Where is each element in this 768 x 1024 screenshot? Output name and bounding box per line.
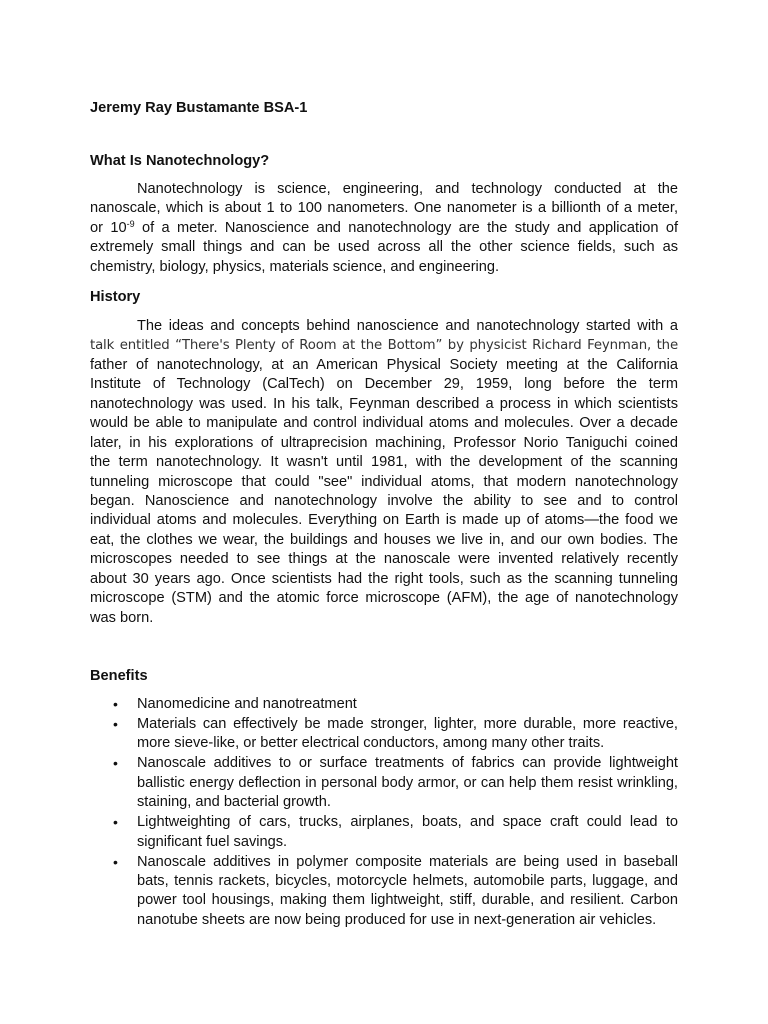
paragraph-line: was born.: [90, 609, 154, 626]
list-item-line: nanotube sheets are now being produced for use in next-generation air vehicles.: [137, 911, 657, 928]
list-item: [90, 813, 678, 852]
list-item-line: bats, tennis rackets, bicycles, motorcycle helmets, automobile parts, luggage, and: [137, 872, 678, 889]
paragraph-line: father of nanotechnology, at an American Physical Society meeting at the California: [90, 356, 678, 373]
list-item-line: power tool housings, making them lightweight, stiff, durable, and resilient. Carbon: [137, 892, 678, 909]
paragraph-line: the term nanotechnology. It wasn't until 1981, with the development of the scanning: [90, 454, 678, 471]
paragraph-line: nanoscale, which is about 1 to 100 nanometers. One nanometer is a billionth of a meter,: [90, 200, 678, 217]
list-item-line: more sieve-like, or better electrical conductors, among many other traits.: [137, 735, 605, 752]
list-item: [90, 853, 678, 931]
paragraph-line: [90, 219, 678, 238]
list-item-line: ballistic energy deflection in personal body armor, or can help them resist wrinkling,: [137, 774, 678, 791]
paragraph-line: Nanotechnology is science, engineering, and technology conducted at the: [137, 181, 678, 197]
text-run: or 10: [90, 219, 127, 236]
superscript-exponent: -9: [126, 218, 135, 229]
author-line: Jeremy Ray Bustamante BSA-1: [90, 100, 308, 116]
paragraph-line: later, in his explorations of ultraprecision machining, Professor Norio Taniguchi coined: [90, 434, 678, 451]
bullet-icon: •: [113, 853, 118, 870]
list-item: [90, 754, 678, 812]
paragraph-line: eat, the clothes we wear, the buildings and houses we live in, and our own bodies. The: [90, 531, 678, 548]
paragraph-line: individual atoms and molecules. Everything on Earth is made up of atoms—the food we: [90, 512, 678, 529]
bullet-icon: •: [113, 715, 118, 732]
heading-benefits: Benefits: [90, 668, 148, 684]
paragraph-definition: [90, 180, 678, 277]
list-item: [90, 715, 678, 754]
paragraph-line: talk entitled “There's Plenty of Room at the Bottom” by physicist Richard Feynman, the: [90, 338, 678, 354]
list-item-line: Nanoscale additives in polymer composite materials are being used in baseball: [137, 853, 678, 870]
paragraph-line: extremely small things and can be used across all the other science fields, such as: [90, 239, 678, 256]
list-item-line: staining, and bacterial growth.: [137, 794, 331, 811]
paragraph-line: microscopes needed to see things at the nanoscale were invented relatively recently: [90, 551, 678, 568]
text-run: of a meter. Nanoscience and nanotechnology are the study and application of: [134, 219, 679, 236]
heading-what-is-nanotechnology: What Is Nanotechnology?: [90, 153, 270, 169]
paragraph-history: [90, 317, 678, 628]
list-item-line: significant fuel savings.: [137, 833, 288, 850]
paragraph-line: tunneling microscope that could "see" individual atoms, that modern nanotechnology: [90, 473, 678, 490]
paragraph-line: chemistry, biology, physics, materials science, and engineering.: [90, 258, 500, 275]
paragraph-line: Institute of Technology (CalTech) on December 29, 1959, long before the term: [90, 376, 678, 393]
list-item-line: Materials can effectively be made stronger, lighter, more durable, more reactive,: [137, 715, 678, 732]
bullet-icon: •: [113, 814, 118, 831]
paragraph-line: would be able to manipulate and control individual atoms and molecules. Over a decade: [90, 415, 678, 432]
bullet-icon: •: [113, 755, 118, 772]
paragraph-line: about 30 years ago. Once scientists had the right tools, such as the scanning tunneling: [90, 570, 678, 587]
heading-history: History: [90, 289, 141, 305]
list-item-line: Lightweighting of cars, trucks, airplanes, boats, and space craft could lead to: [137, 814, 678, 831]
list-item-line: Nanomedicine and nanotreatment: [137, 696, 357, 712]
paragraph-line: The ideas and concepts behind nanoscience and nanotechnology started with a: [137, 318, 678, 334]
benefits-list: [90, 695, 678, 931]
bullet-icon: •: [113, 696, 118, 712]
list-item-line: Nanoscale additives to or surface treatments of fabrics can provide lightweight: [137, 755, 678, 772]
list-item: [90, 695, 678, 714]
paragraph-line: began. Nanoscience and nanotechnology involve the ability to see and to control: [90, 492, 678, 509]
paragraph-line: nanotechnology was used. In his talk, Feynman described a process in which scientists: [90, 395, 678, 412]
paragraph-line: microscope (STM) and the atomic force microscope (AFM), the age of nanotechnology: [90, 590, 678, 607]
